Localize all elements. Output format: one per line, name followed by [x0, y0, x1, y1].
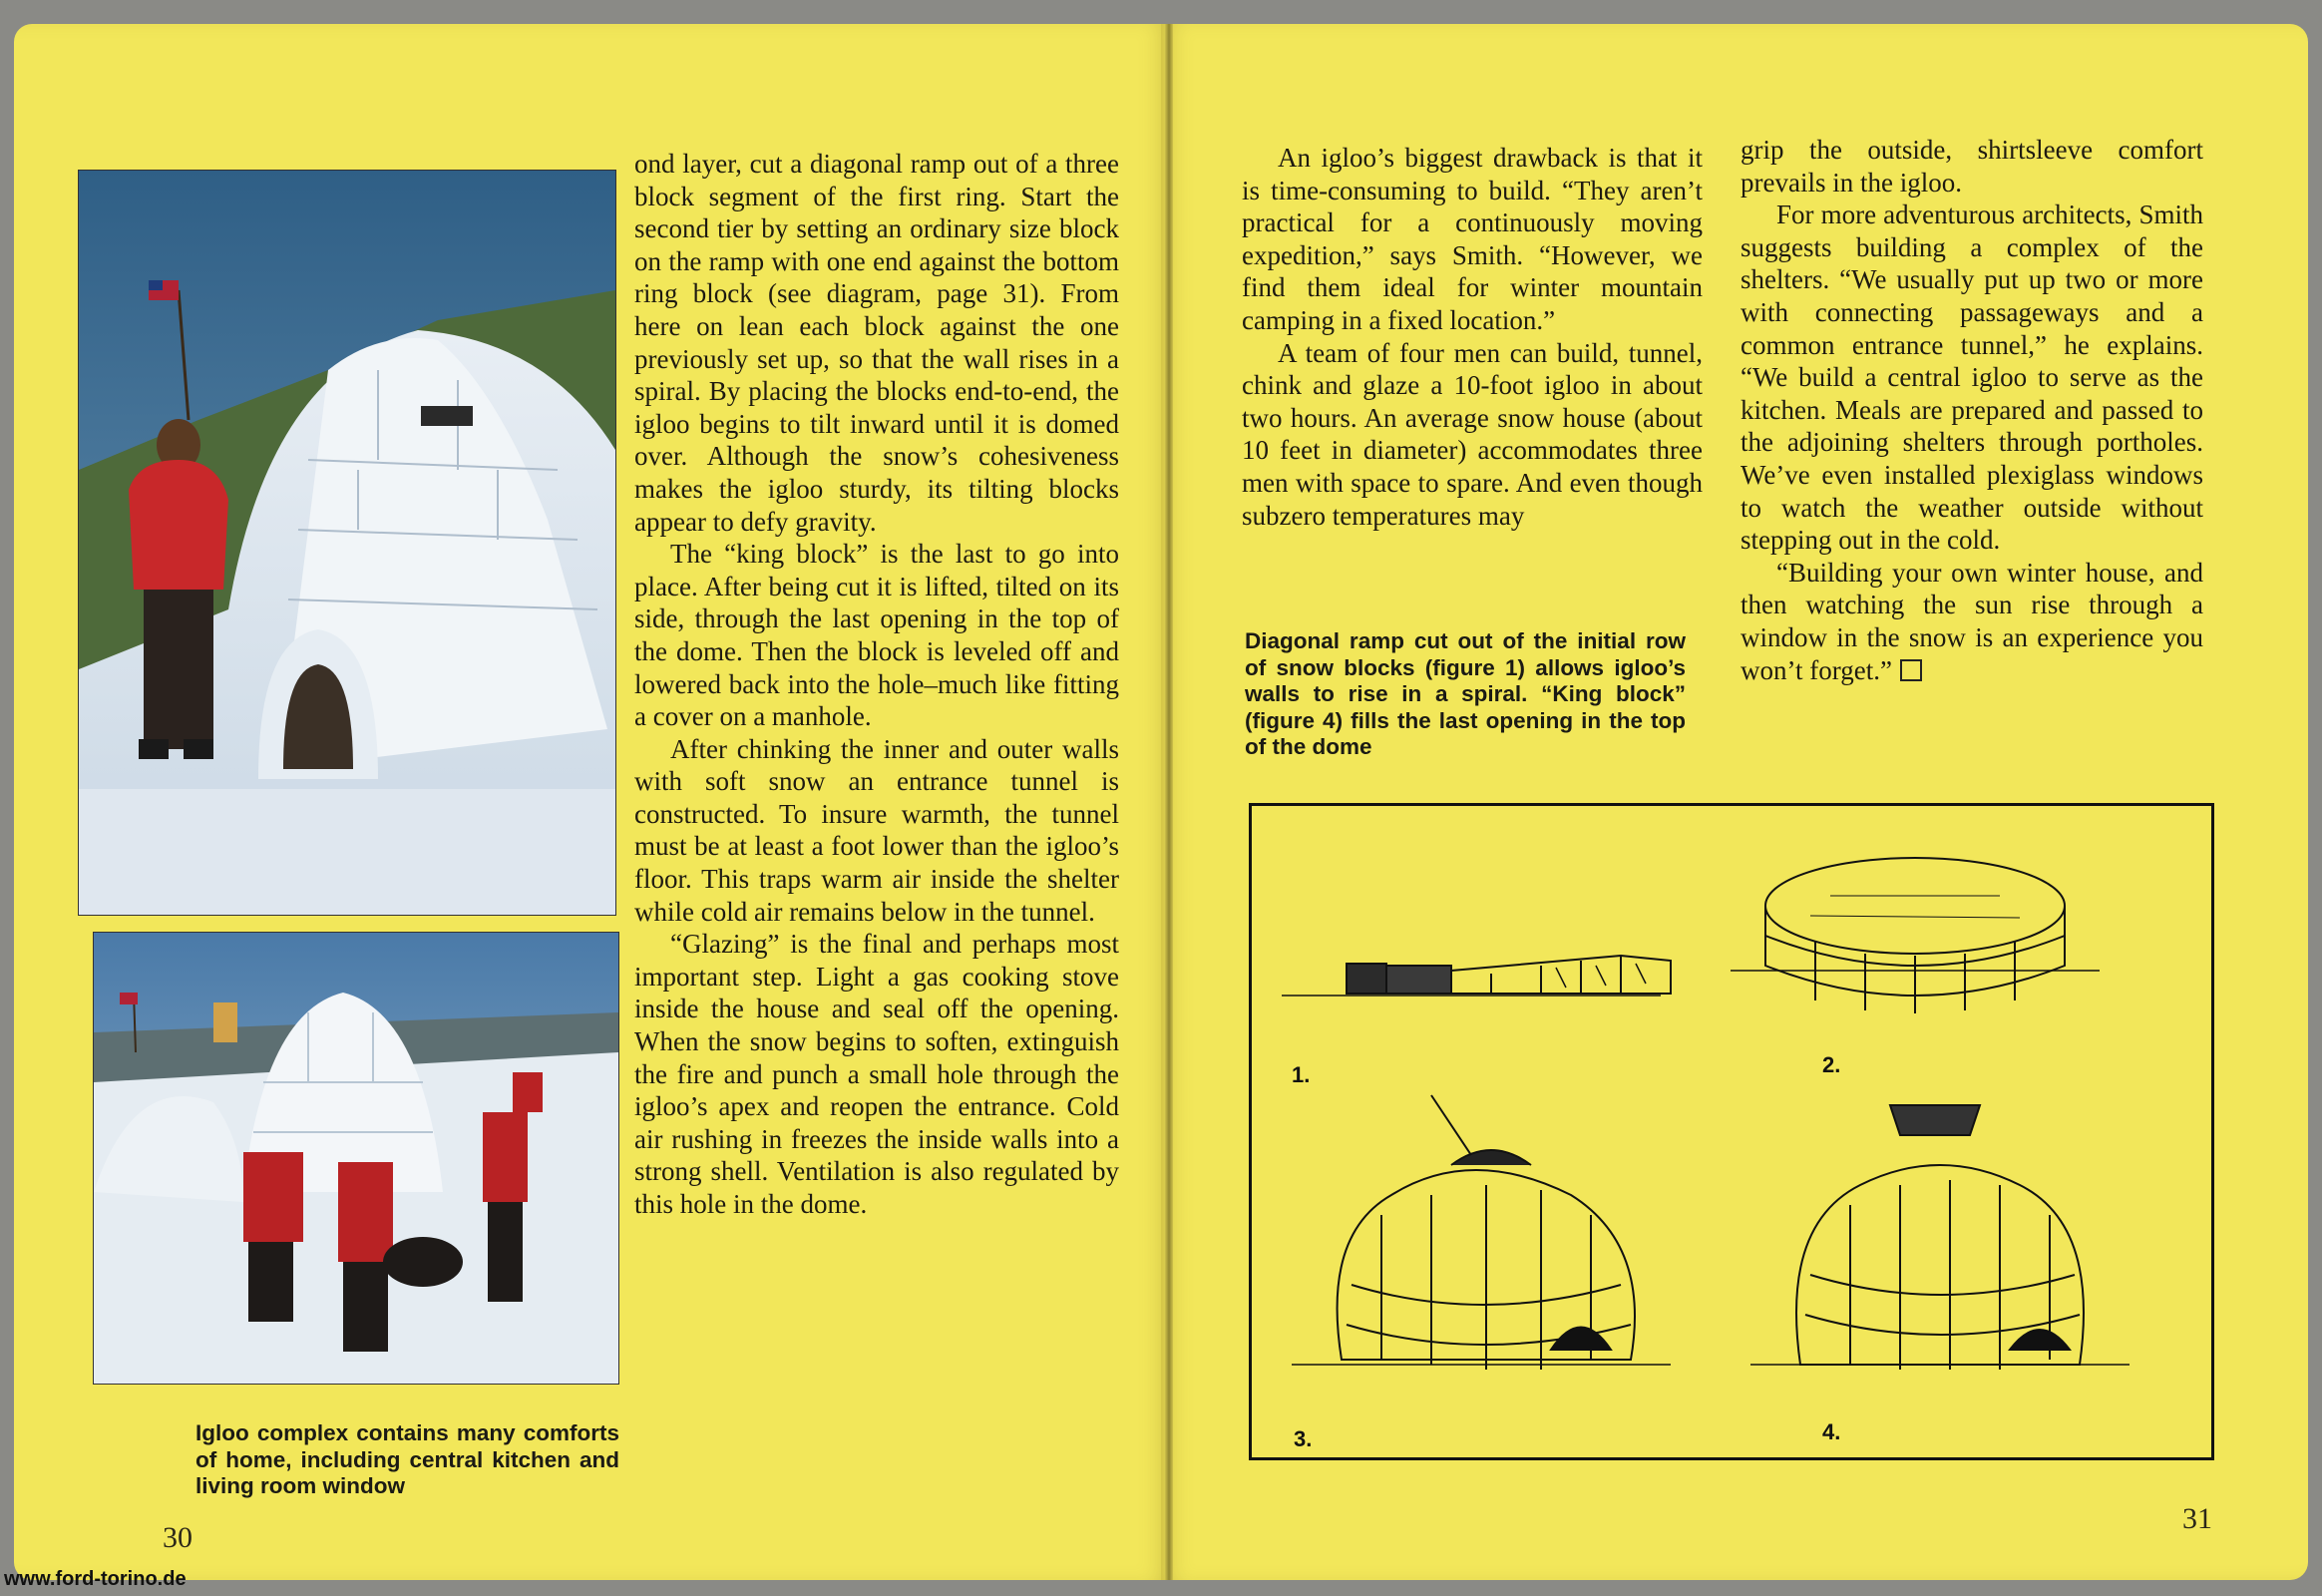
left-para-1: ond layer, cut a diagonal ramp out of a three block segment of the first ring. Start the second tier by setting an ordinary size block on the ramp with one end against the bottom ring block (see diagram, page 31). From here on lean each block against the one previously set up, so that the wall rises in a spiral. By placing the blocks end-to-end, the igloo begins to tilt inward until it is domed over. Although the snow’s cohesiveness makes the igloo sturdy, its tilting blocks appear to defy gravity.: [634, 149, 1119, 537]
left-para-4: “Glazing” is the final and perhaps most important step. Light a gas cooking stove inside the house and seal off the opening. When the snow begins to soften, extinguish the fire and punch a small hole through the igloo’s apex and reopen the entrance. Cold air rushing in freezes the inside walls into a strong shell. Ventilation is also regulated by this hole in the dome.: [634, 929, 1119, 1219]
diagram-caption: Diagonal ramp cut out of the initial row of snow blocks (figure 1) allows igloo’s walls to rise in a spiral. “King block” (figure 4) fills the last opening in the top of the dome: [1245, 628, 1686, 759]
book-gutter: [1165, 24, 1173, 1580]
figure-4-finished-dome-drawing: [1750, 1105, 2129, 1370]
watermark: www.ford-torino.de: [4, 1568, 187, 1590]
left-column: [634, 148, 1119, 1221]
igloo-construction-diagram: [1249, 803, 2214, 1460]
figure-2-label: 2.: [1822, 1052, 1841, 1077]
right-column-1: [1242, 142, 1703, 532]
figure-3-label: 3.: [1294, 1426, 1313, 1451]
right-col2-para-3-text: “Building your own winter house, and then watching the sun rise through a window in the snow is an experience you won’t forget.”: [1741, 557, 2203, 685]
figure-3-dome-drawing: [1292, 1095, 1671, 1370]
left-para-2: The “king block” is the last to go into place. After being cut it is lifted, tilted on its side, through the last opening in the top of the dome. Then the block is leveled off and lowered back into the hole–much like fitting a cover on a manhole.: [634, 539, 1119, 732]
right-column-2: [1741, 134, 2203, 686]
left-photo-caption: Igloo complex contains many comforts of home, including central kitchen and living room window: [195, 1420, 619, 1498]
right-col2-para-3: [1741, 557, 2203, 686]
right-col2-para-1: grip the outside, shirtsleeve comfort prevails in the igloo.: [1741, 135, 2203, 198]
page-number-left: 30: [163, 1521, 193, 1554]
photo-igloo-complex: [93, 932, 619, 1385]
figure-4-label: 4.: [1822, 1419, 1841, 1444]
end-mark-icon: [1900, 659, 1922, 681]
figure-2-ring-drawing: [1731, 858, 2100, 1013]
figure-1-ramp-drawing: [1282, 956, 1671, 996]
right-col2-para-2: For more adventurous architects, Smith suggests building a complex of the shelters. “We usually put up two or more with connecting passageways and a common entrance tunnel,” he explains. “We build a central igloo to serve as the kitchen. Meals are prepared and passed to the adjoining shelters through portholes. We’ve even installed plexiglass windows to watch the weather outside without stepping out in the cold.: [1741, 200, 2203, 556]
figure-1-label: 1.: [1292, 1062, 1311, 1087]
page-number-right: 31: [2182, 1502, 2212, 1535]
left-para-3: After chinking the inner and outer walls with soft snow an entrance tunnel is constructed. To insure warmth, the tunnel must be at least a foot lower than the igloo’s floor. This traps warm air inside the shelter while cold air remains below in the tunnel.: [634, 733, 1119, 927]
right-col1-para-1: An igloo’s biggest drawback is that it is time-consuming to build. “They aren’t practical for a continuously moving expedition,” says Smith. “However, we find them ideal for winter mountain camping in a fixed location.”: [1242, 143, 1703, 335]
photo-igloo-man: [78, 170, 616, 916]
right-col1-para-2: A team of four men can build, tunnel, chink and glaze a 10-foot igloo in about two hours. An average snow house (about 10 feet in diameter) accommodates three men with space to spare. And even though subzero temperatures may: [1242, 337, 1703, 531]
